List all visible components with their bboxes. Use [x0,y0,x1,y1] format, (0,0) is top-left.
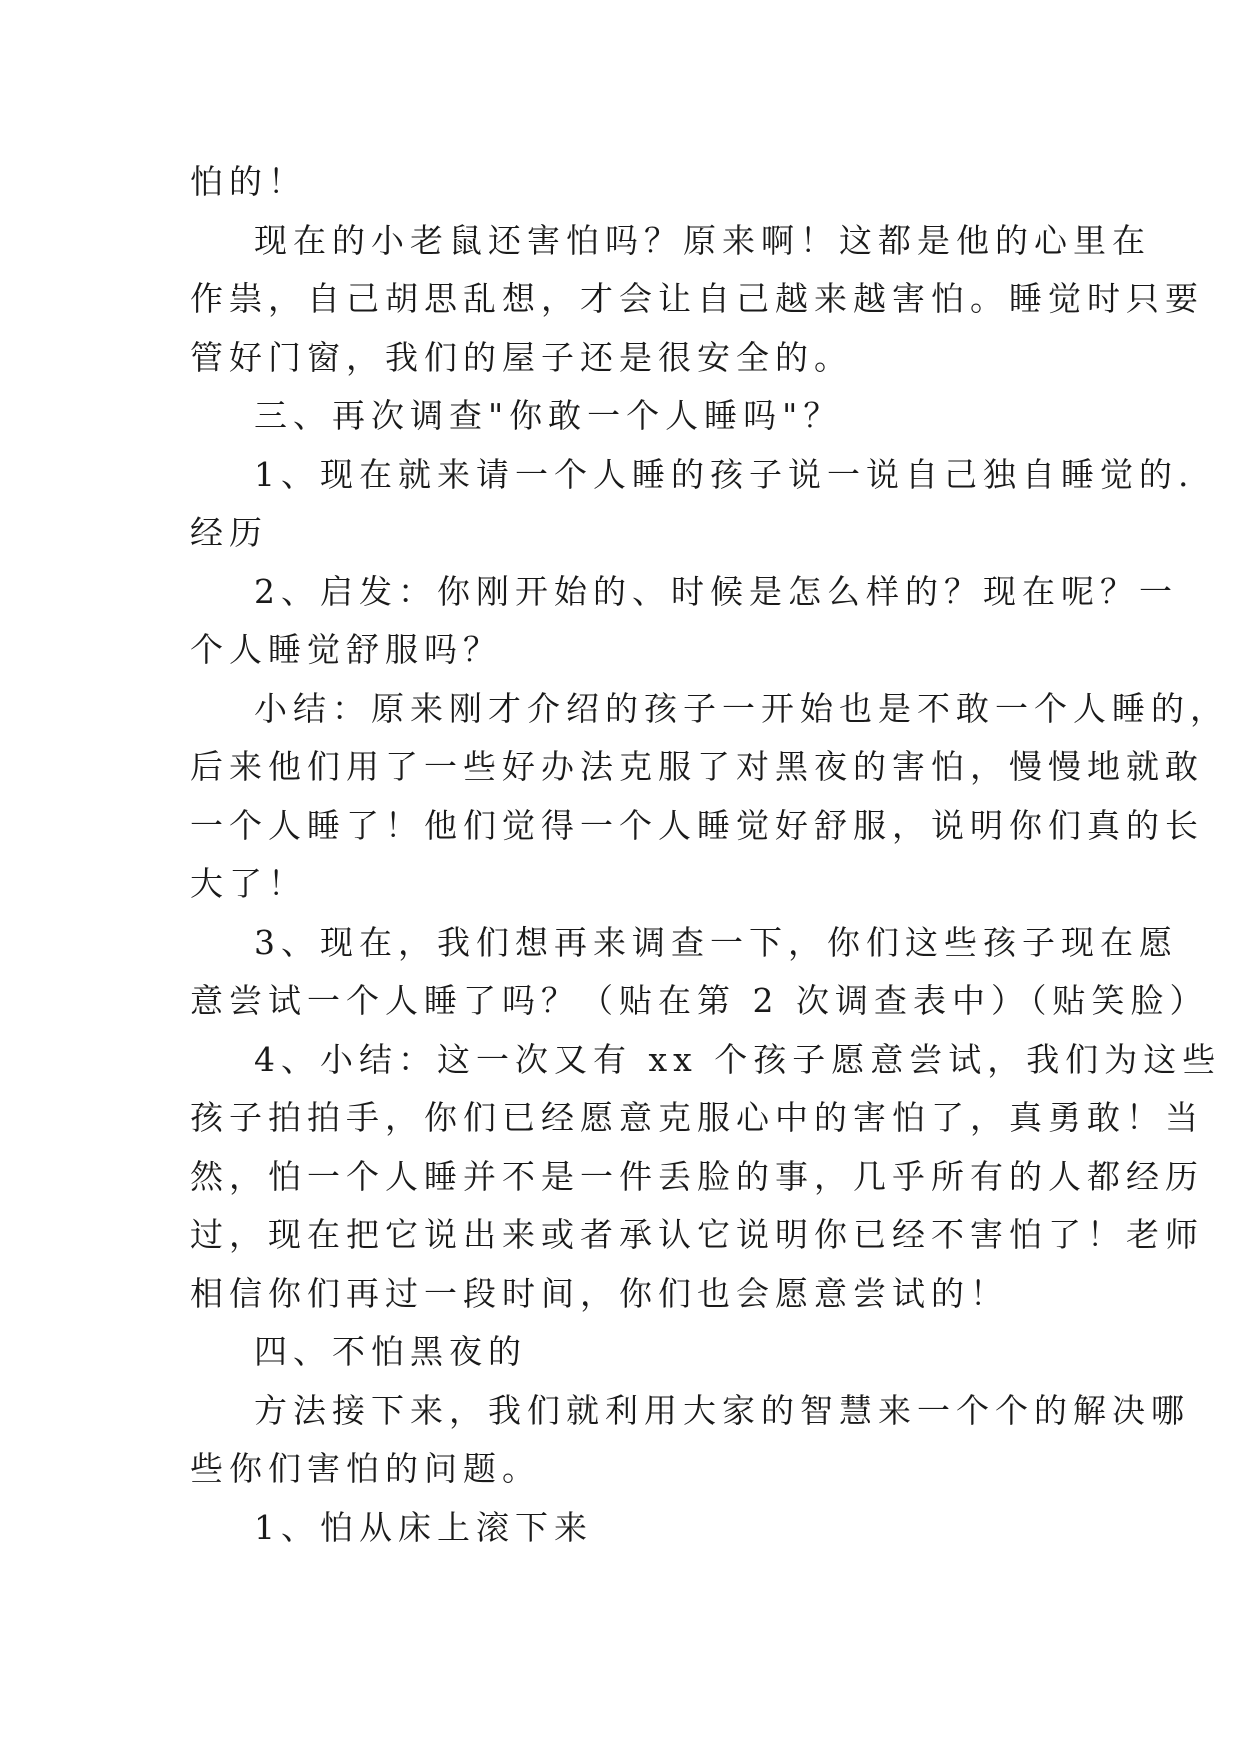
document-body [190,153,1229,1557]
text-line: 2、启发：你刚开始的、时候是怎么样的？现在呢？一 [254,571,1178,611]
text-line: 怕的！ [190,162,307,201]
text-line: 小结：原来刚才介绍的孩子一开始也是不敢一个人睡的， [254,688,1229,728]
section-heading: 三、再次调查"你敢一个人睡吗"？ [254,396,843,435]
text-line: 方法接下来，我们就利用大家的智慧来一个个的解决哪 [254,1390,1190,1430]
text-line: 个人睡觉舒服吗？ [190,630,502,669]
text-line: 1、怕从床上滚下来 [254,1507,593,1547]
text-line: 管好门窗，我们的屋子还是很安全的。 [190,337,853,377]
text-line: 4、小结：这一次又有 xx 个孩子愿意尝试，我们为这些 [254,1039,1222,1079]
text-line: 相信你们再过一段时间，你们也会愿意尝试的！ [190,1273,1009,1313]
text-line: 然，怕一个人睡并不是一件丢脸的事，几乎所有的人都经历 [190,1156,1204,1196]
text-line: 意尝试一个人睡了吗？（贴在第 2 次调查表中）（贴笑脸） [190,981,1209,1020]
section-heading: 四、不怕黑夜的 [254,1332,527,1371]
text-line: 作祟，自己胡思乱想，才会让自己越来越害怕。睡觉时只要 [190,279,1204,318]
text-line: 经历 [190,513,268,552]
text-line: 孩子拍拍手，你们已经愿意克服心中的害怕了，真勇敢！当 [190,1098,1204,1137]
text-line: 过，现在把它说出来或者承认它说明你已经不害怕了！老师 [190,1215,1204,1254]
text-line: 些你们害怕的问题。 [190,1449,541,1488]
text-line: 后来他们用了一些好办法克服了对黑夜的害怕，慢慢地就敢 [190,747,1204,786]
text-line: 大了！ [190,864,307,903]
text-line: 1、现在就来请一个人睡的孩子说一说自己独自睡觉的. [254,454,1195,494]
text-line: 现在的小老鼠还害怕吗？原来啊！这都是他的心里在 [254,220,1151,260]
text-line: 一个人睡了！他们觉得一个人睡觉好舒服，说明你们真的长 [190,805,1204,845]
text-line: 3、现在，我们想再来调查一下，你们这些孩子现在愿 [254,922,1178,962]
